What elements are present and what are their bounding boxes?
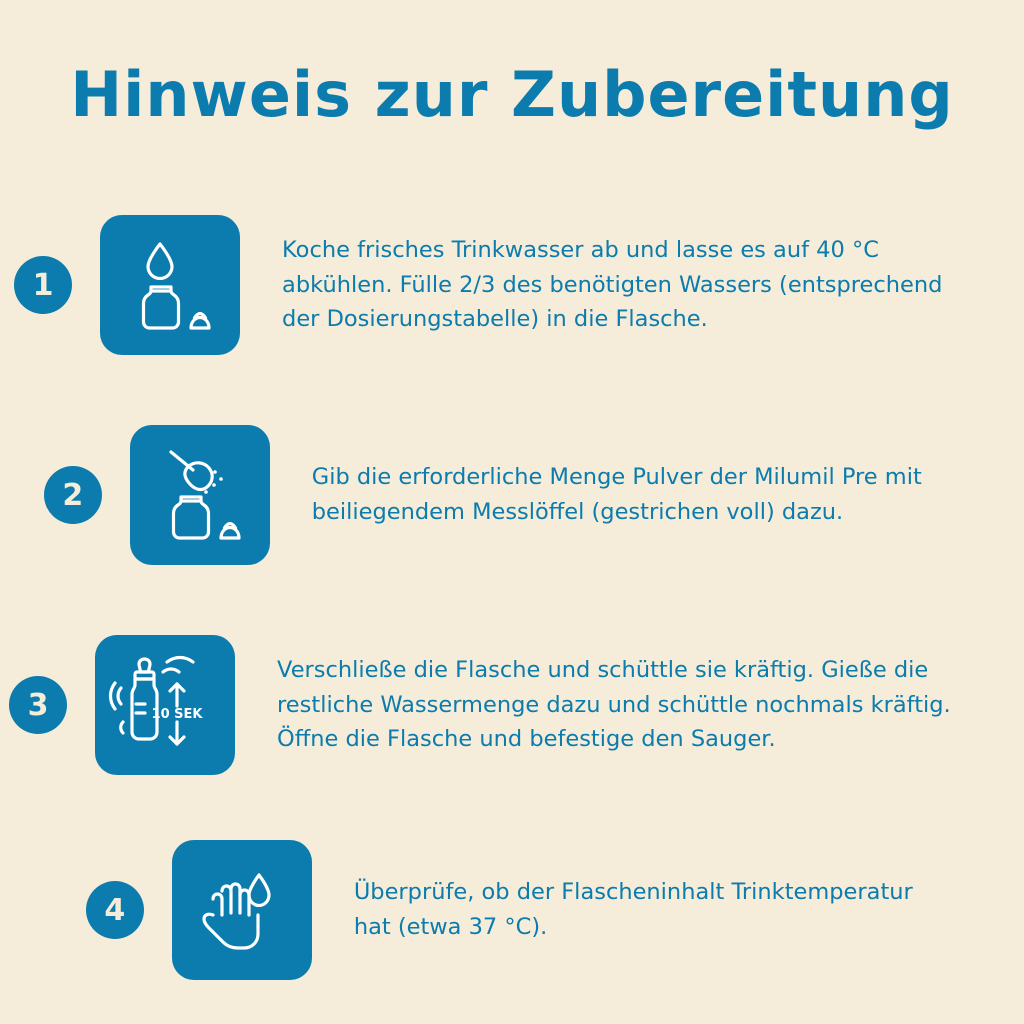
step-number-badge: 2	[44, 466, 102, 524]
measuring-spoon-powder-icon	[130, 425, 270, 565]
step-number-badge: 4	[86, 881, 144, 939]
step-description: Gib die erforderliche Menge Pulver der Milumil Pre mit beiliegendem Messlöffel (gestrichen voll) dazu.	[311, 464, 922, 525]
step-text	[240, 233, 1024, 338]
list-item	[0, 600, 1024, 810]
step-description: Überprüfe, ob der Flascheninhalt Trinktemperatur hat (etwa 37 °C).	[353, 879, 913, 940]
steps-list	[0, 180, 1024, 1010]
step-number-wrapper	[0, 256, 100, 314]
list-item	[0, 180, 1024, 390]
list-item	[0, 390, 1024, 600]
page-title: Hinweis zur Zubereitung	[70, 58, 954, 131]
step-description: Koche frisches Trinkwasser ab und lasse es auf 40 °C abkühlen. Fülle 2/3 des benötigten Wassers (entsprechend der Dosierungstabelle) in die Flasche.	[282, 236, 943, 333]
step-number-badge: 1	[14, 256, 72, 314]
step-text	[270, 460, 1024, 530]
step-number-wrapper	[0, 676, 95, 734]
step-number-badge: 3	[9, 676, 67, 734]
hand-drop-temperature-icon	[172, 840, 312, 980]
step-text	[312, 875, 1024, 945]
shake-duration-label: 10 SEK	[151, 707, 203, 722]
shake-bottle-icon	[95, 635, 235, 775]
step-number-wrapper	[0, 881, 172, 939]
step-number-wrapper	[0, 466, 130, 524]
water-drop-bottle-icon	[100, 215, 240, 355]
step-text	[235, 653, 1024, 758]
list-item	[0, 810, 1024, 1010]
step-description: Verschließe die Flasche und schüttle sie kräftig. Gieße die restliche Wassermenge dazu und schüttle nochmals kräftig. Öffne die Flasche und befestige den Sauger.	[277, 656, 951, 753]
